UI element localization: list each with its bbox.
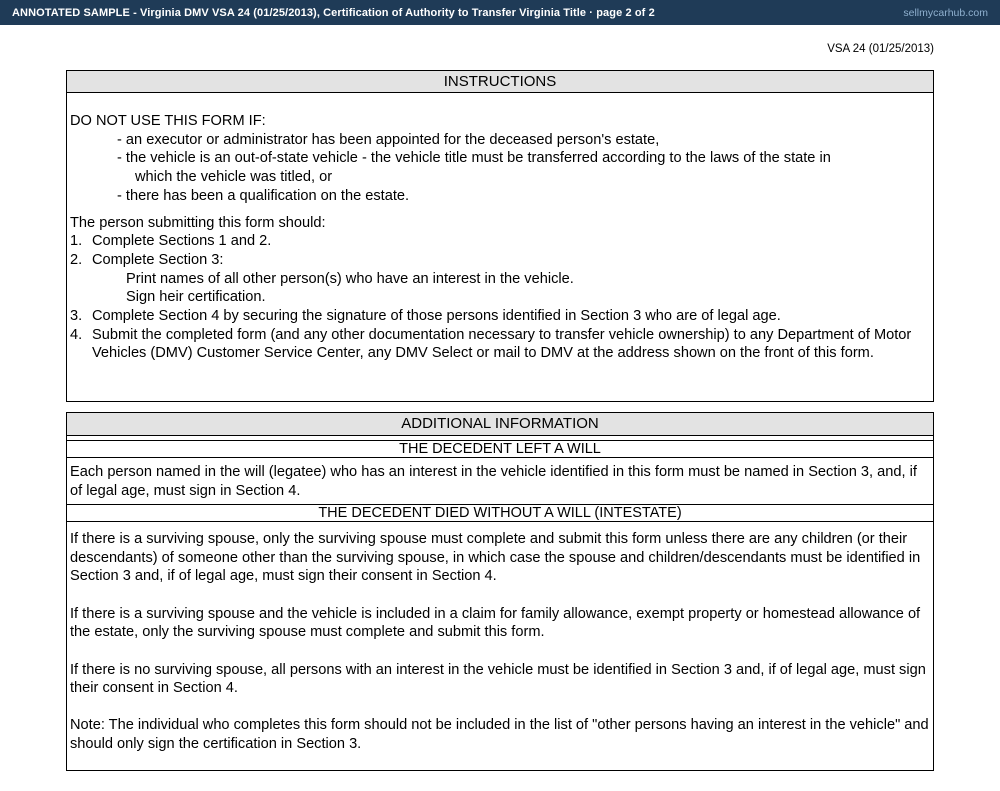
will-text: Each person named in the will (legatee) who has an interest in the vehicle identified in this form must be named in Section 3, and, if of legal age, must sign in Section 4.: [70, 464, 917, 499]
steps-intro: The person submitting this form should:: [70, 214, 326, 231]
do-not-use-title: DO NOT USE THIS FORM IF:: [70, 113, 266, 129]
condition-item: - the vehicle is an out-of-state vehicle - the vehicle title must be transferred according to the laws of the state in: [117, 150, 831, 167]
note-paragraph: Note: The individual who completes this form should not be included in the list of "other persons having an interest in the vehicle" and should only sign the certification in Section 3.: [70, 717, 929, 753]
intestate-heading: THE DECEDENT DIED WITHOUT A WILL (INTESTATE): [67, 504, 933, 522]
additional-heading: ADDITIONAL INFORMATION: [67, 413, 933, 435]
steps-block: [70, 214, 930, 364]
banner-title: ANNOTATED SAMPLE - Virginia DMV VSA 24 (01/25/2013), Certification of Authority to Transfer Virginia Title · page 2 of 2: [12, 6, 655, 19]
step-item: 3. Complete Section 4 by securing the signature of those persons identified in Section 3 who are of legal age.: [70, 308, 781, 325]
top-banner: [0, 0, 1000, 25]
instructions-body: [67, 93, 933, 363]
step-item: 1. Complete Sections 1 and 2.: [70, 233, 272, 250]
intestate-paragraph: If there is a surviving spouse, only the surviving spouse must complete and submit this form unless there are any children (or their descendants) of someone other than the surviving spouse, in which case the spouse and children/descendants must be identified in Section 3 and, if of legal age, must sign their consent in Section 4.: [70, 531, 921, 585]
do-not-use-block: [70, 112, 930, 206]
instructions-heading: INSTRUCTIONS: [67, 71, 933, 93]
condition-item: - there has been a qualification on the estate.: [117, 187, 410, 204]
form-id: VSA 24 (01/25/2013): [827, 43, 934, 55]
intestate-paragraph: If there is a surviving spouse and the vehicle is included in a claim for family allowance, exempt property or homestead allowance of the estate, only the surviving spouse must complete and submit this form.: [70, 605, 921, 641]
intestate-paragraph: If there is no surviving spouse, all persons with an interest in the vehicle must be identified in Section 3 and, if of legal age, must sign their consent in Section 4.: [70, 661, 926, 697]
intestate-text: [67, 522, 933, 754]
additional-information-section: [66, 412, 934, 771]
condition-item: - an executor or administrator has been appointed for the deceased person's estate,: [117, 131, 660, 148]
condition-item-continued: which the vehicle was titled, or: [135, 169, 333, 186]
instructions-section: [66, 70, 934, 402]
step-item: 2. Complete Section 3:: [70, 251, 224, 268]
step-subitem: Sign heir certification.: [126, 289, 266, 306]
step-subitem: Print names of all other person(s) who have an interest in the vehicle.: [126, 270, 574, 287]
banner-site-link[interactable]: sellmycarhub.com: [903, 6, 988, 19]
step-item: 4. Submit the completed form (and any other documentation necessary to transfer vehicle ownership) to any Department of Motor Vehicles (DMV) Customer Service Center, any DMV Select or mail to DMV at the address shown on the front of this form.: [70, 326, 912, 362]
will-heading: THE DECEDENT LEFT A WILL: [67, 440, 933, 458]
